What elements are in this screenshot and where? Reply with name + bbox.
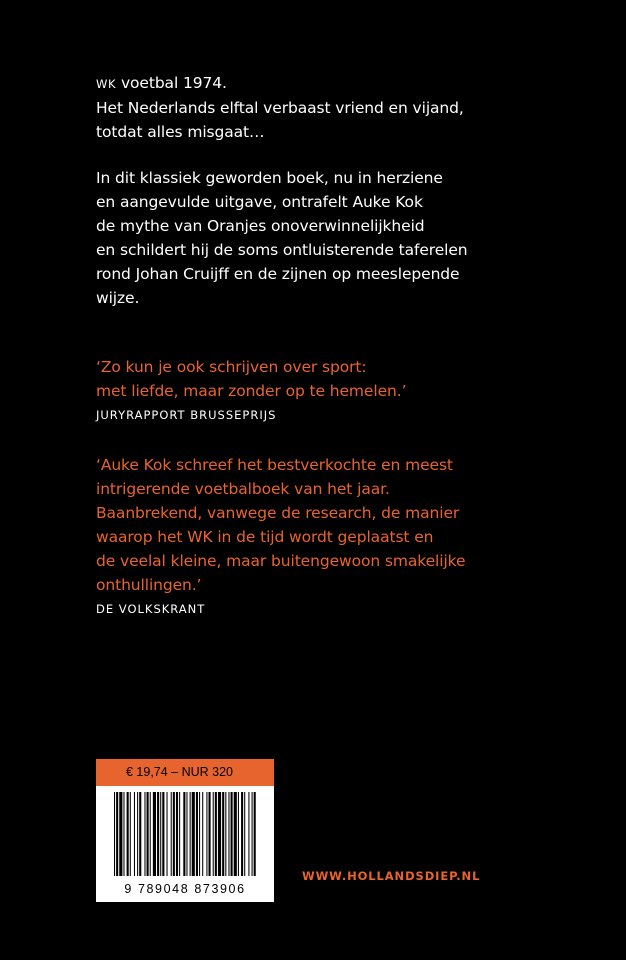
blurb-line: en schildert hij de soms ontluisterende taferelen [96, 241, 468, 259]
publisher-website[interactable]: WWW.HOLLANDSDIEP.NL [302, 869, 481, 883]
blurb-line: wijze. [96, 289, 140, 307]
quote-text: ‘Auke Kok schreef het bestverkochte en meest intrigerende voetbalboek van het jaar. Baanbrekend, vanwege de research, de manier waarop het WK in de tijd wordt geplaatst en de veelal kleine, maar buitengewoon smakelijke onthullingen.’ [96, 456, 466, 594]
small-caps-abbrev: WK [96, 77, 117, 91]
blurb-line: totdat alles misgaat… [96, 123, 265, 141]
quote-text: ‘Zo kun je ook schrijven over sport: met liefde, maar zonder op te hemelen.’ [96, 358, 407, 400]
blurb-paragraph-1 [96, 71, 536, 144]
blurb-line: In dit klassiek geworden boek, nu in herziene [96, 169, 443, 187]
review-quote-1 [96, 355, 536, 422]
blurb-line: de mythe van Oranjes onoverwinnelijkheid [96, 217, 425, 235]
review-quote-2 [96, 453, 536, 616]
blurb-line: WK voetbal 1974. [96, 74, 227, 92]
isbn-number: 9 789048 873906 [124, 882, 246, 896]
blurb-line: Het Nederlands elftal verbaast vriend en vijand, [96, 99, 464, 117]
price-label: € 19,74 – NUR 320 [96, 759, 274, 786]
quote-source: JURYRAPPORT BRUSSEPRIJS [96, 408, 277, 422]
quote-source: DE VOLKSKRANT [96, 602, 206, 616]
blurb-paragraph-2 [96, 166, 536, 310]
blurb [96, 71, 536, 310]
blurb-line: en aangevulde uitgave, ontrafelt Auke Kok [96, 193, 423, 211]
blurb-line: rond Johan Cruijff en de zijnen op meeslepende [96, 265, 460, 283]
isbn-barcode [96, 786, 274, 902]
barcode-bars [96, 786, 274, 882]
